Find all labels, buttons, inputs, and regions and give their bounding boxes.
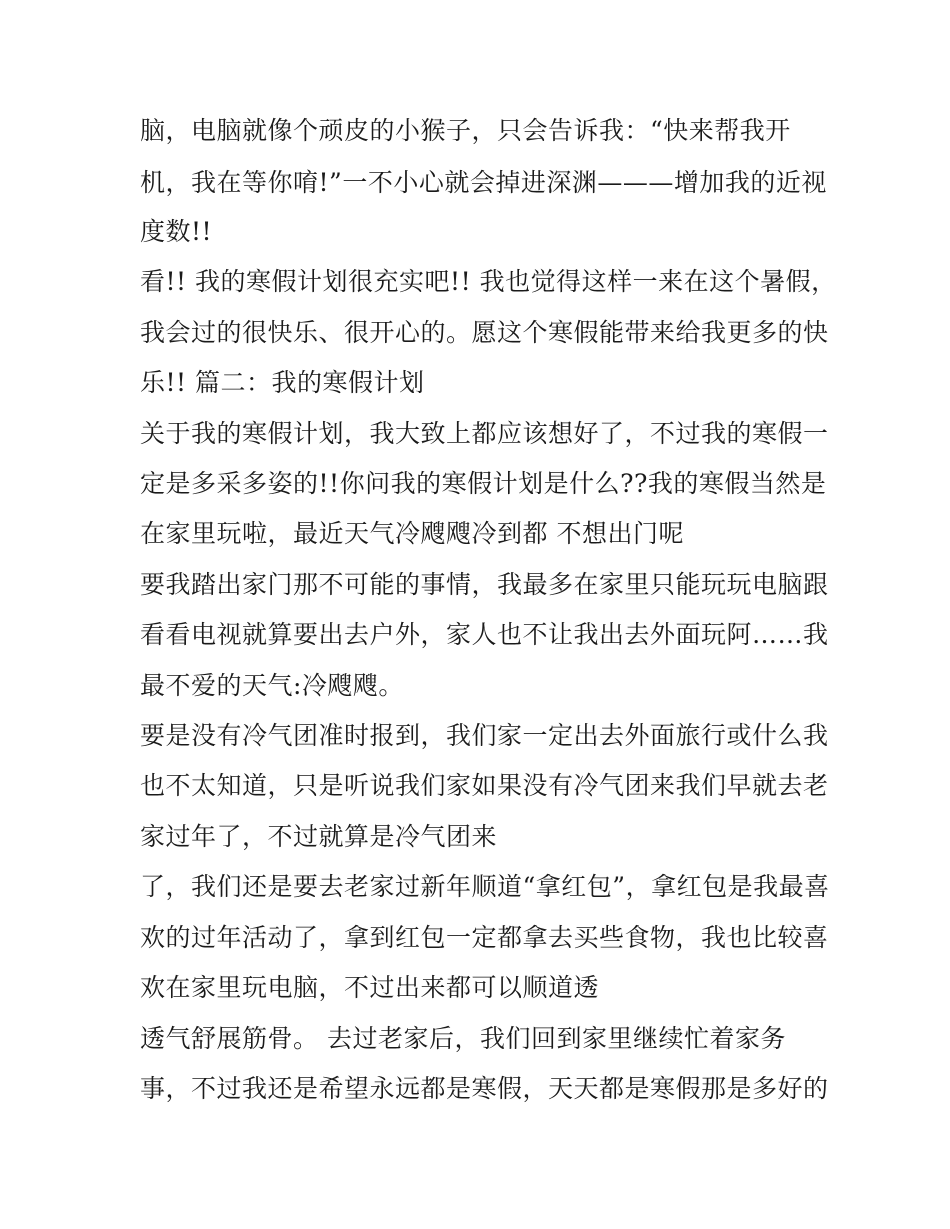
text-line: 机，我在等你唷!”一不小心就会掉进深渊———增加我的近视 xyxy=(140,168,827,197)
text-line: 家过年了，不过就算是冷气团来 xyxy=(140,822,498,851)
text-line: 脑，电脑就像个顽皮的小猴子，只会告诉我：“快来帮我开 xyxy=(140,116,791,145)
text-line: 事，不过我还是希望永远都是寒假，天天都是寒假那是多好的 xyxy=(140,1074,829,1103)
text-line: 也不太知道，只是听说我们家如果没有冷气团来我们早就去老 xyxy=(140,771,829,800)
text-line: 要是没有冷气团准时报到，我们家一定出去外面旅行或什么我 xyxy=(140,721,829,750)
text-line: 欢的过年活动了，拿到红包一定都拿去买些食物，我也比较喜 xyxy=(140,923,829,952)
text-line: 我会过的很快乐、很开心的。愿这个寒假能带来给我更多的快 xyxy=(140,318,829,347)
text-line: 定是多采多姿的!!你问我的寒假计划是什么??我的寒假当然是 xyxy=(140,469,827,498)
text-line: 关于我的寒假计划，我大致上都应该想好了，不过我的寒假一 xyxy=(140,419,829,448)
text-line: 度数!! xyxy=(140,217,213,246)
text-line: 要我踏出家门那不可能的事情，我最多在家里只能玩玩电脑跟 xyxy=(140,570,829,599)
text-line: 看看电视就算要出去户外，家人也不让我出去外面玩阿……我 xyxy=(140,620,829,649)
text-line: 透气舒展筋骨。 去过老家后，我们回到家里继续忙着家务 xyxy=(140,1024,786,1053)
text-line: 最不爱的天气:冷飕飕。 xyxy=(140,671,404,700)
text-line: 了，我们还是要去老家过新年顺道“拿红包”，拿红包是我最喜 xyxy=(140,872,830,901)
text-line: 欢在家里玩电脑，不过出来都可以顺道透 xyxy=(140,973,600,1002)
text-line: 在家里玩啦，最近天气冷飕飕冷到都 不想出门呢 xyxy=(140,519,684,548)
text-line: 看!! 我的寒假计划很充实吧!! 我也觉得这样一来在这个暑假， xyxy=(140,267,837,296)
text-line: 乐!! 篇二：我的寒假计划 xyxy=(140,368,425,397)
